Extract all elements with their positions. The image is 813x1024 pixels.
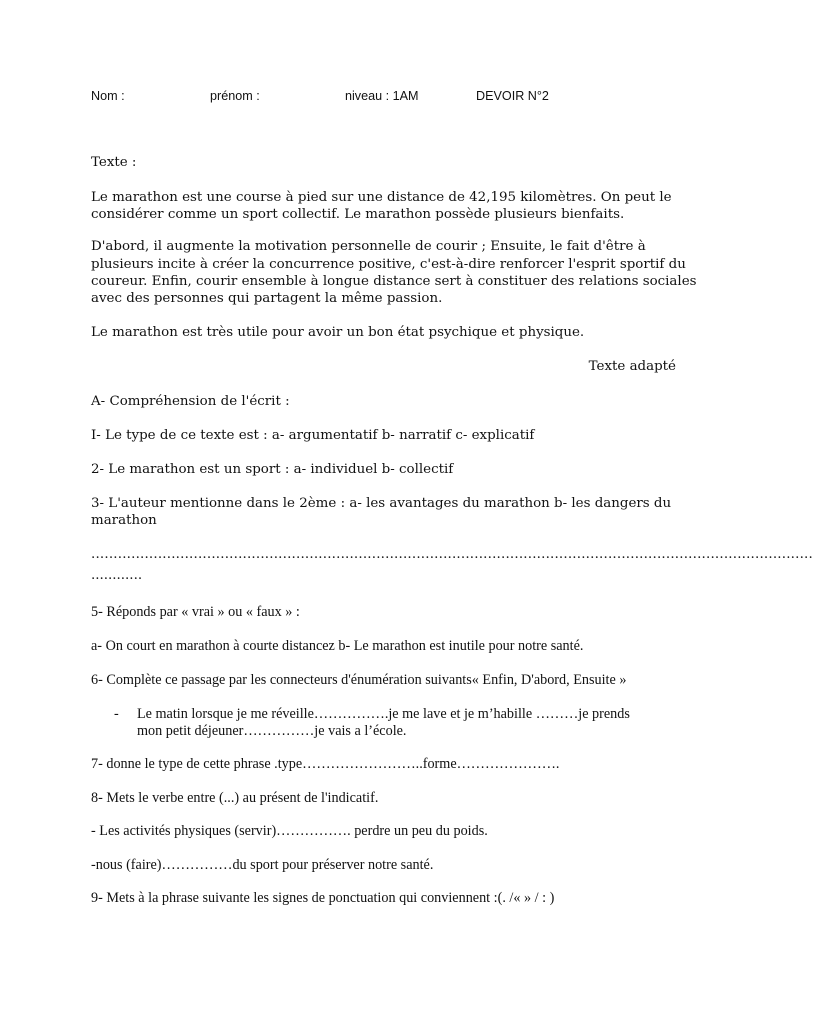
devoir-title: DEVOIR N°2 [476, 89, 549, 103]
nom-label: Nom : [91, 89, 125, 103]
question-6-text-line-1: Le matin lorsque je me réveille…………….je me lave et je m’habille ………je prends [137, 706, 630, 722]
prenom-label: prénom : [210, 89, 260, 103]
question-2: 2- Le marathon est un sport : a- individuel b- collectif [91, 462, 454, 477]
question-9: 9- Mets à la phrase suivante les signes de ponctuation qui conviennent :(. /« » / : ) [91, 890, 555, 906]
question-6-bullet: - [114, 706, 119, 722]
paragraph-2-line-2: plusieurs incite à créer la concurrence positive, c'est-à-dire renforcer l'esprit sportif du [91, 257, 686, 272]
paragraph-2-line-3: coureur. Enfin, courir ensemble à longue distance sert à constituer des relations sociales [91, 274, 697, 289]
paragraph-2-line-1: D'abord, il augmente la motivation personnelle de courir ; Ensuite, le fait d'être à [91, 239, 646, 254]
paragraph-2-line-4: avec des personnes qui partagent la même passion. [91, 291, 443, 306]
texte-heading: Texte : [91, 155, 137, 170]
question-3-line-1: 3- L'auteur mentionne dans le 2ème : a- les avantages du marathon b- les dangers du [91, 496, 672, 511]
source-note: Texte adapté [588, 359, 676, 374]
question-3-line-2: marathon [91, 513, 157, 528]
question-8-item-a: - Les activités physiques (servir)……………. perdre un peu du poids. [91, 823, 488, 839]
question-8-item-b: -nous (faire)……………du sport pour préserver notre santé. [91, 857, 434, 873]
niveau-label: niveau : 1AM [345, 89, 419, 103]
question-6-text-line-2: mon petit déjeuner……………je vais a l’école. [137, 723, 407, 739]
question-6: 6- Complète ce passage par les connecteurs d'énumération suivants« Enfin, D'abord, Ensuite » [91, 672, 627, 688]
section-a-heading: A- Compréhension de l'écrit : [91, 394, 290, 409]
question-5: 5- Réponds par « vrai » ou « faux » : [91, 604, 300, 620]
question-1: I- Le type de ce texte est : a- argumentatif b- narratif c- explicatif [91, 428, 535, 443]
paragraph-1-line-2: considérer comme un sport collectif. Le marathon possède plusieurs bienfaits. [91, 207, 625, 222]
answer-dots-line-1: .................................................................................................................................................................. [91, 547, 813, 562]
question-8: 8- Mets le verbe entre (...) au présent de l'indicatif. [91, 790, 379, 806]
paragraph-3: Le marathon est très utile pour avoir un bon état psychique et physique. [91, 325, 585, 340]
paragraph-1-line-1: Le marathon est une course à pied sur une distance de 42,195 kilomètres. On peut le [91, 190, 672, 205]
question-5-items: a- On court en marathon à courte distancez b- Le marathon est inutile pour notre santé. [91, 638, 584, 654]
answer-dots-line-2: ............ [91, 568, 143, 583]
question-7: 7- donne le type de cette phrase .type……………………..forme…………………. [91, 756, 560, 772]
